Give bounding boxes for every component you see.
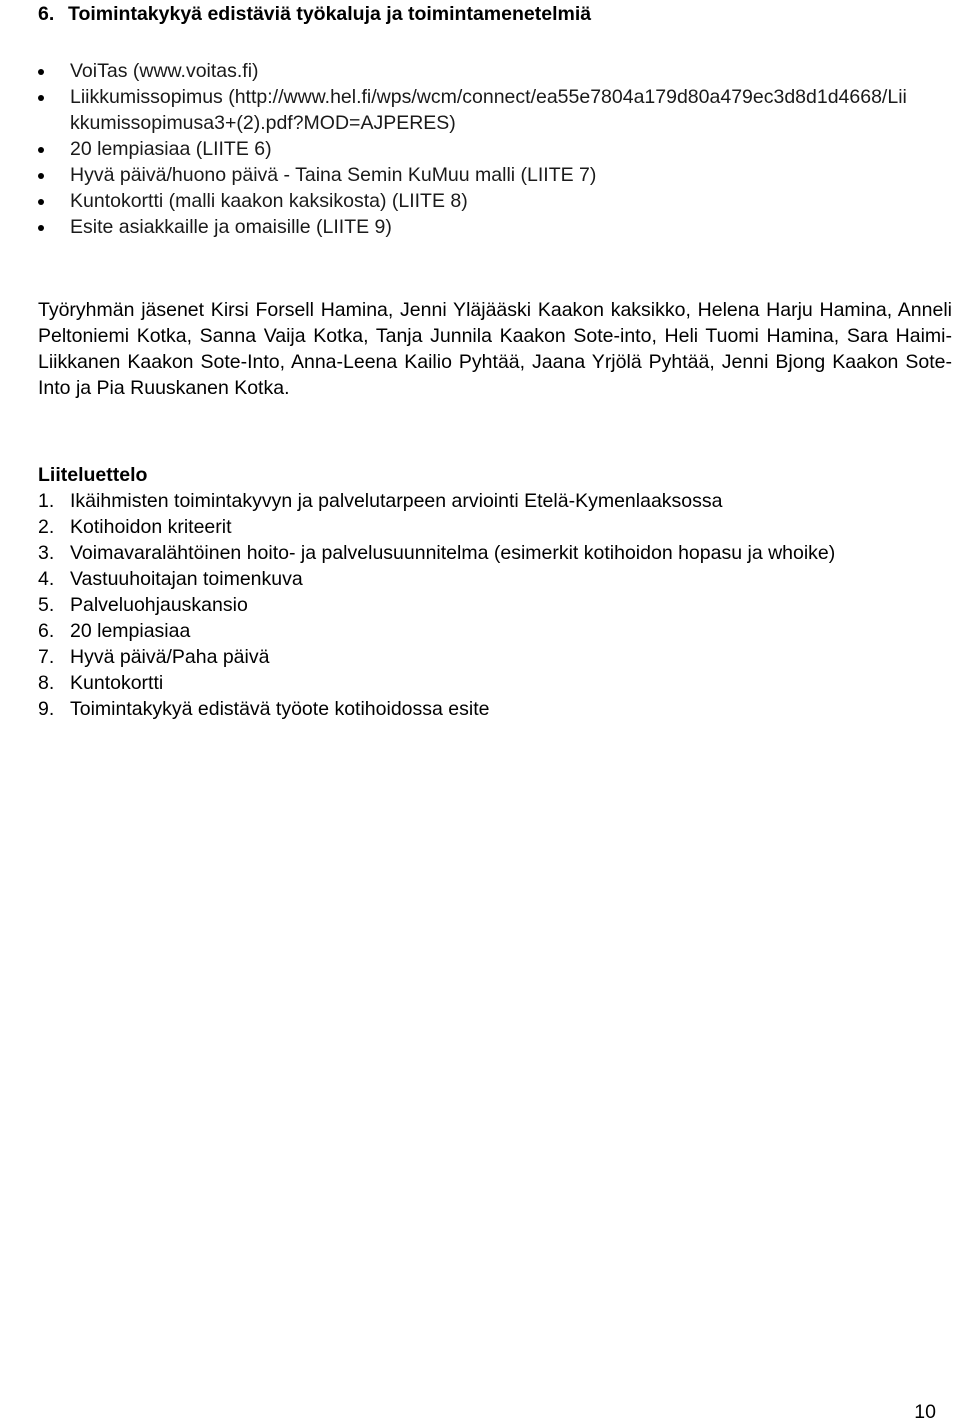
attachment-item (38, 540, 958, 566)
list-item-text: 20 lempiasiaa (LIITE 6) (70, 138, 272, 160)
section-number: 6. (38, 3, 55, 25)
attachment-text: Vastuuhoitajan toimenkuva (70, 568, 303, 590)
list-item (38, 188, 938, 214)
attachment-text: Toimintakykyä edistävä työote kotihoidossa esite (70, 698, 490, 720)
attachment-text: Kuntokortti (70, 672, 164, 694)
attachment-text: Ikäihmisten toimintakyvyn ja palvelutarpeen arviointi Etelä-Kymenlaaksossa (70, 490, 723, 512)
list-item (38, 162, 938, 188)
list-item (38, 84, 910, 136)
attachment-item (38, 670, 958, 696)
attachment-number: 4. (38, 568, 55, 590)
attachment-number: 8. (38, 672, 55, 694)
attachments-list (38, 488, 958, 722)
attachment-text: 20 lempiasiaa (70, 620, 191, 642)
attachment-text: Palveluohjauskansio (70, 594, 248, 616)
attachment-item (38, 618, 958, 644)
attachment-number: 9. (38, 698, 55, 720)
section-title: Toimintakykyä edistäviä työkaluja ja toimintamenetelmiä (68, 3, 592, 25)
attachment-number: 6. (38, 620, 55, 642)
bullet-icon (38, 95, 44, 101)
list-item-text: Kuntokortti (malli kaakon kaksikosta) (LIITE 8) (70, 190, 468, 212)
attachment-item (38, 592, 958, 618)
attachment-item (38, 514, 958, 540)
attachment-number: 1. (38, 490, 55, 512)
attachment-item (38, 644, 958, 670)
bullet-icon (38, 173, 44, 179)
list-item-text: Esite asiakkaille ja omaisille (LIITE 9) (70, 216, 392, 238)
attachment-item (38, 696, 958, 722)
bullet-icon (38, 69, 44, 75)
attachment-text: Hyvä päivä/Paha päivä (70, 646, 270, 668)
attachment-text: Voimavaralähtöinen hoito- ja palvelusuunnitelma (esimerkit kotihoidon hopasu ja whoike) (70, 542, 836, 564)
attachments-title: Liiteluettelo (38, 464, 148, 486)
attachment-item (38, 488, 958, 514)
page-number: 10 (914, 1401, 936, 1423)
bullet-icon (38, 225, 44, 231)
attachment-number: 2. (38, 516, 55, 538)
list-item-text: Liikkumissopimus (http://www.hel.fi/wps/wcm/connect/ea55e7804a179d80a479ec3d8d1d4668/Liikkumissopimusa3+(2).pdf?MOD=AJPERES) (70, 86, 907, 134)
working-group-paragraph: Työryhmän jäsenet Kirsi Forsell Hamina, Jenni Yläjääski Kaakon kaksikko, Helena Harju Hamina, Anneli Peltoniemi Kotka, Sanna Vaija Kotka, Tanja Junnila Kaakon Sote-into, Heli Tuomi Hamina, Sara Haimi-Liikkanen Kaakon Sote-Into, Anna-Leena Kailio Pyhtää, Jaana Yrjölä Pyhtää, Jenni Bjong Kaakon Sote-Into ja Pia Ruuskanen Kotka. (38, 299, 952, 399)
attachment-item (38, 566, 958, 592)
attachment-number: 7. (38, 646, 55, 668)
attachment-number: 3. (38, 542, 55, 564)
section-heading (38, 2, 591, 26)
attachment-number: 5. (38, 594, 55, 616)
list-item-text: Hyvä päivä/huono päivä - Taina Semin KuMuu malli (LIITE 7) (70, 164, 597, 186)
tools-list (38, 58, 938, 240)
list-item (38, 58, 938, 84)
bullet-icon (38, 147, 44, 153)
list-item (38, 214, 938, 240)
bullet-icon (38, 199, 44, 205)
list-item-text: VoiTas (www.voitas.fi) (70, 60, 259, 82)
list-item (38, 136, 938, 162)
attachment-text: Kotihoidon kriteerit (70, 516, 232, 538)
